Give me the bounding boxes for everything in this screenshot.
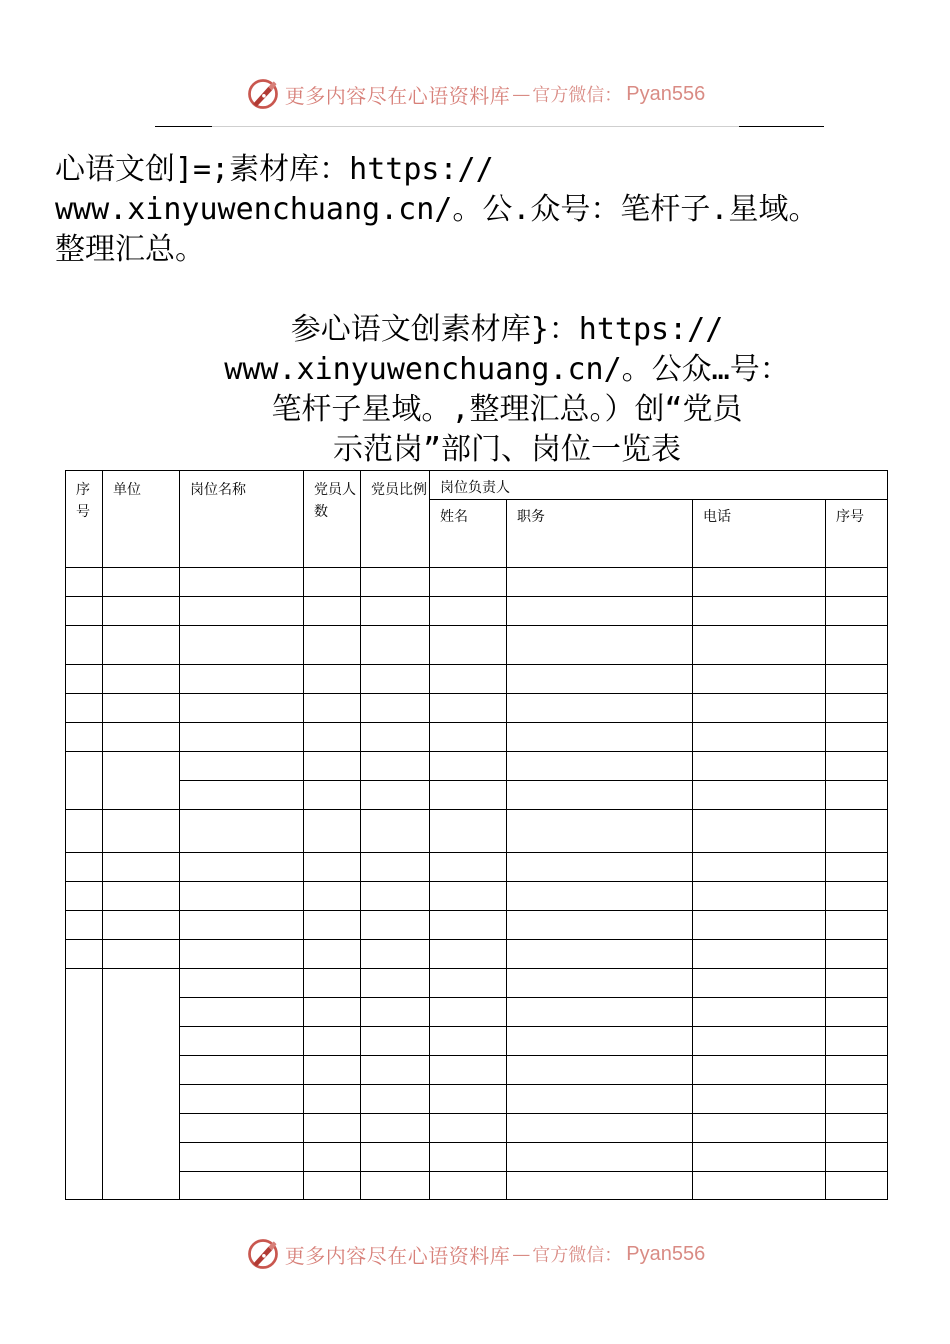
table-row [66,568,888,597]
pen-nib-logo-icon [245,76,281,112]
intro-line-3: 整理汇总。 [55,232,205,267]
header-unit: 单位 [103,471,180,568]
banner-wechat-label: 官方微信： [532,85,623,106]
banner-wechat-id: Pyan556 [626,82,706,105]
table-row [66,723,888,752]
header-post-name: 岗位名称 [180,471,304,568]
banner-text: 更多内容尽在心语资料库 [284,83,511,108]
table-row [66,665,888,694]
footer-banner [0,1230,950,1278]
header-member-ratio: 党员比例 [361,471,430,568]
table-row [66,969,888,998]
table-row [66,781,888,810]
title-line-2: www.xinyuwenchuang.cn/。公众…号： [224,352,790,387]
table-row [66,694,888,723]
post-list-table [65,470,888,1200]
title-line-4: 示范岗”部门、岗位一览表 [332,432,682,467]
title-line-3: 笔杆子星域。,整理汇总。）创“党员 [271,392,743,427]
header-phone: 电话 [693,500,826,568]
pen-nib-logo-icon [245,1236,281,1272]
banner-separator: — [512,1243,531,1265]
banner-wechat-label: 官方微信： [532,1245,623,1266]
intro-paragraph [55,150,915,270]
intro-line-1: 心语文创]=;素材库：https:// [55,152,494,187]
header-member-count: 党员人数 [304,471,361,568]
table-row [66,998,888,1027]
table-row [66,1027,888,1056]
table-row [66,810,888,853]
table-row [66,1143,888,1172]
header-title: 职务 [507,500,693,568]
table-row [66,853,888,882]
table-row [66,940,888,969]
header-rule-middle [212,126,739,127]
table-row [66,597,888,626]
header-rule-right [739,126,824,127]
table-row [66,752,888,781]
table-row [66,1056,888,1085]
table-row [66,1114,888,1143]
header-seq: 序号 [66,471,103,568]
header-name: 姓名 [430,500,507,568]
banner-separator: — [512,83,531,105]
title-line-1: 参心语文创素材库}：https:// [290,312,724,347]
header-banner [0,70,950,118]
document-title [150,310,864,470]
table-row [66,1085,888,1114]
intro-line-2: www.xinyuwenchuang.cn/。公.众号：笔杆子.星域。 [55,192,819,227]
header-seq-2: 序号 [826,500,888,568]
table-row [66,626,888,665]
table-row [66,911,888,940]
header-rule-left [155,126,212,127]
table-header-row [66,471,888,500]
banner-text: 更多内容尽在心语资料库 [284,1243,511,1268]
banner-wechat-id: Pyan556 [626,1242,706,1265]
header-post-leader: 岗位负责人 [430,471,888,500]
table-row [66,1172,888,1200]
table-row [66,882,888,911]
